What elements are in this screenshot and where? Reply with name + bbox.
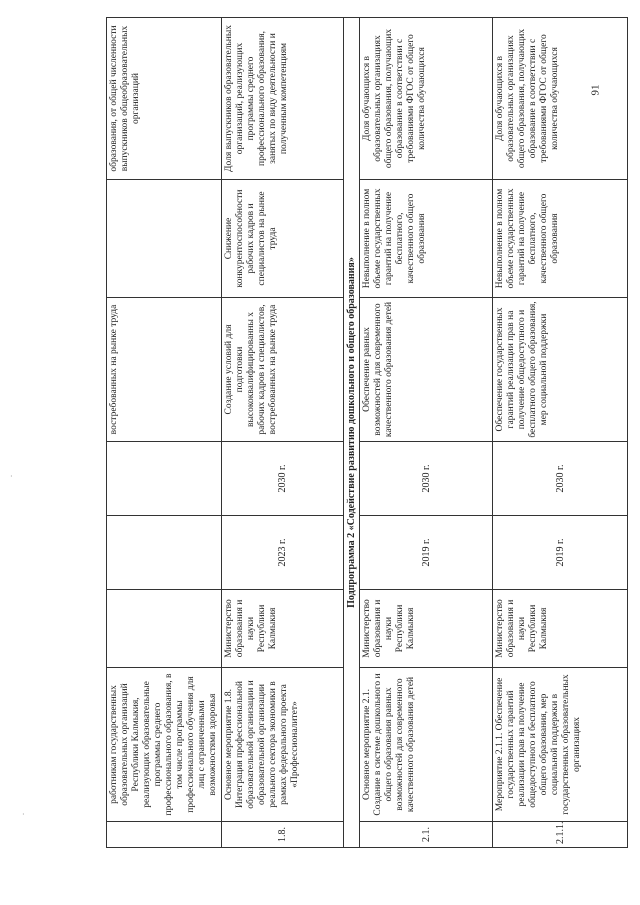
cell-name: Основное мероприятие 2.1. Создание в системе дошкольного и общего образования равных возможностей для современного качественного образования детей — [360, 668, 493, 822]
cell-start: 2023 г. — [222, 516, 344, 590]
cell-end: 2030 г. — [493, 442, 628, 516]
table-row — [107, 18, 222, 848]
page-number: 91 — [589, 84, 602, 96]
cell-num: 2.1.1. — [493, 822, 628, 848]
cell-num: 2.1. — [360, 822, 493, 848]
cell-num: 1.8. — [222, 822, 344, 848]
subprogram-title: Подпрограмма 2 «Содействие развитию дошкольного и общего образования» — [344, 18, 360, 848]
cell-num — [107, 822, 222, 848]
cell-name: Мероприятие 2.1.1. Обеспечение государственных гарантий реализации прав на получение общедоступного и бесплатного общего образования, мер социальной поддержки в государственных образовательных организациях — [493, 668, 628, 822]
cell-name: работникам государственных образовательных организаций Республики Калмыкия, реализующих образовательные программы среднего профессионального образования, в том числе программы профессионального обучения для лиц с ограниченными возможностями здоровья — [107, 668, 222, 822]
rotated-page — [106, 18, 602, 848]
cell-result: востребованных на рынке труда — [107, 298, 222, 442]
cell-consequence: Невыполнение в полном объеме государственных гарантий на получение бесплатного, качественного общего образования — [493, 180, 628, 298]
cell-start: 2019 г. — [493, 516, 628, 590]
cell-indicator: Доля обучающихся в образовательных организациях общего образования, получающих образование в соответствии с требованиями ФГОС от общего количества обучающихся — [360, 18, 493, 180]
scan-mark: · — [10, 472, 13, 481]
cell-executor: Министерство образования и науки Республики Калмыкия — [360, 590, 493, 668]
cell-end — [107, 442, 222, 516]
cell-start — [107, 516, 222, 590]
cell-result: Создание условий для подготовки высококвалифицированны х рабочих кадров и специалистов, востребованных на рынке труда — [222, 298, 344, 442]
cell-start: 2019 г. — [360, 516, 493, 590]
cell-indicator: образования, от общей численности выпускников общеобразовательных организаций — [107, 18, 222, 180]
subprogram-row — [344, 18, 360, 848]
scan-mark: · — [22, 810, 25, 819]
cell-result: Обеспечение равных возможностей для современного качественного образования детей — [360, 298, 493, 442]
table-row — [360, 18, 493, 848]
cell-executor: Министерство образования и науки Республики Калмыкия — [493, 590, 628, 668]
cell-executor: Министерство образования и науки Республики Калмыкия — [222, 590, 344, 668]
cell-executor — [107, 590, 222, 668]
cell-name: Основное мероприятие 1.8. Интеграция профессиональной образовательной организации и образовательной организации реального сектора экономики в рамках федерального проекта «Профессионалитет» — [222, 668, 344, 822]
cell-end: 2030 г. — [360, 442, 493, 516]
cell-consequence — [107, 180, 222, 298]
table-row — [493, 18, 628, 848]
cell-end: 2030 г. — [222, 442, 344, 516]
cell-indicator: Доля выпускников образовательных организаций, реализующих программы среднего профессионального образования, занятых по виду деятельности и полученным компетенциям — [222, 18, 344, 180]
cell-indicator: Доля обучающихся в образовательных организациях общего образования, получающих образование в соответствии с требованиями ФГОС от общего количества обучающихся — [493, 18, 628, 180]
table-row — [222, 18, 344, 848]
cell-consequence: Снижение конкурентоспособности рабочих кадров и специалистов на рынке труда — [222, 180, 344, 298]
program-table — [106, 17, 628, 848]
cell-consequence: Невыполнение в полном объеме государственных гарантий на получение бесплатного, качественного общего образования — [360, 180, 493, 298]
cell-result: Обеспечение государственных гарантий реализации прав на получение общедоступного и бесплатного общего образования, мер социальной поддержки — [493, 298, 628, 442]
